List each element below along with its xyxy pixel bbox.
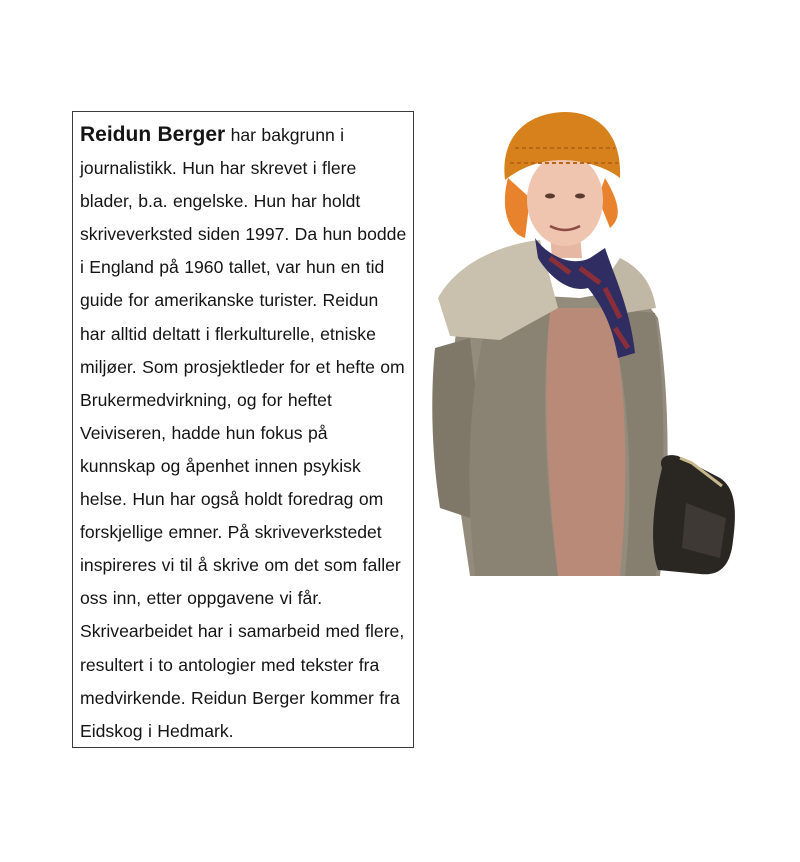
- bio-text-box: [72, 111, 414, 748]
- bio-name: Reidun Berger: [80, 123, 226, 146]
- right-eye: [575, 194, 585, 199]
- left-eye: [545, 194, 555, 199]
- bio-text: har bakgrunn i journalistikk. Hun har skrevet i flere blader, b.a. engelske. Hun har holdt skriveverksted siden 1997. Da hun bodde i England på 1960 tallet, var hun en tid guide for amerikanske turister. Reidun har alltid deltatt i flerkulturelle, etniske miljøer. Som prosjektleder for et hefte om Brukermedvirkning, og for heftet Veiviseren, hadde hun fokus på kunnskap og åpenhet innen psykisk helse. Hun har også holdt foredrag om forskjellige emner. På skriveverkstedet inspireres vi til å skrive om det som faller oss inn, etter oppgavene vi får. Skrivearbeidet har i samarbeid med flere, resultert i to antologier med tekster fra medvirkende. Reidun Berger kommer fra Eidskog i Hedmark.: [80, 125, 407, 741]
- sweater: [546, 308, 625, 576]
- portrait-photo: [430, 108, 742, 578]
- jacket-left-flap: [469, 308, 558, 576]
- face: [527, 154, 603, 246]
